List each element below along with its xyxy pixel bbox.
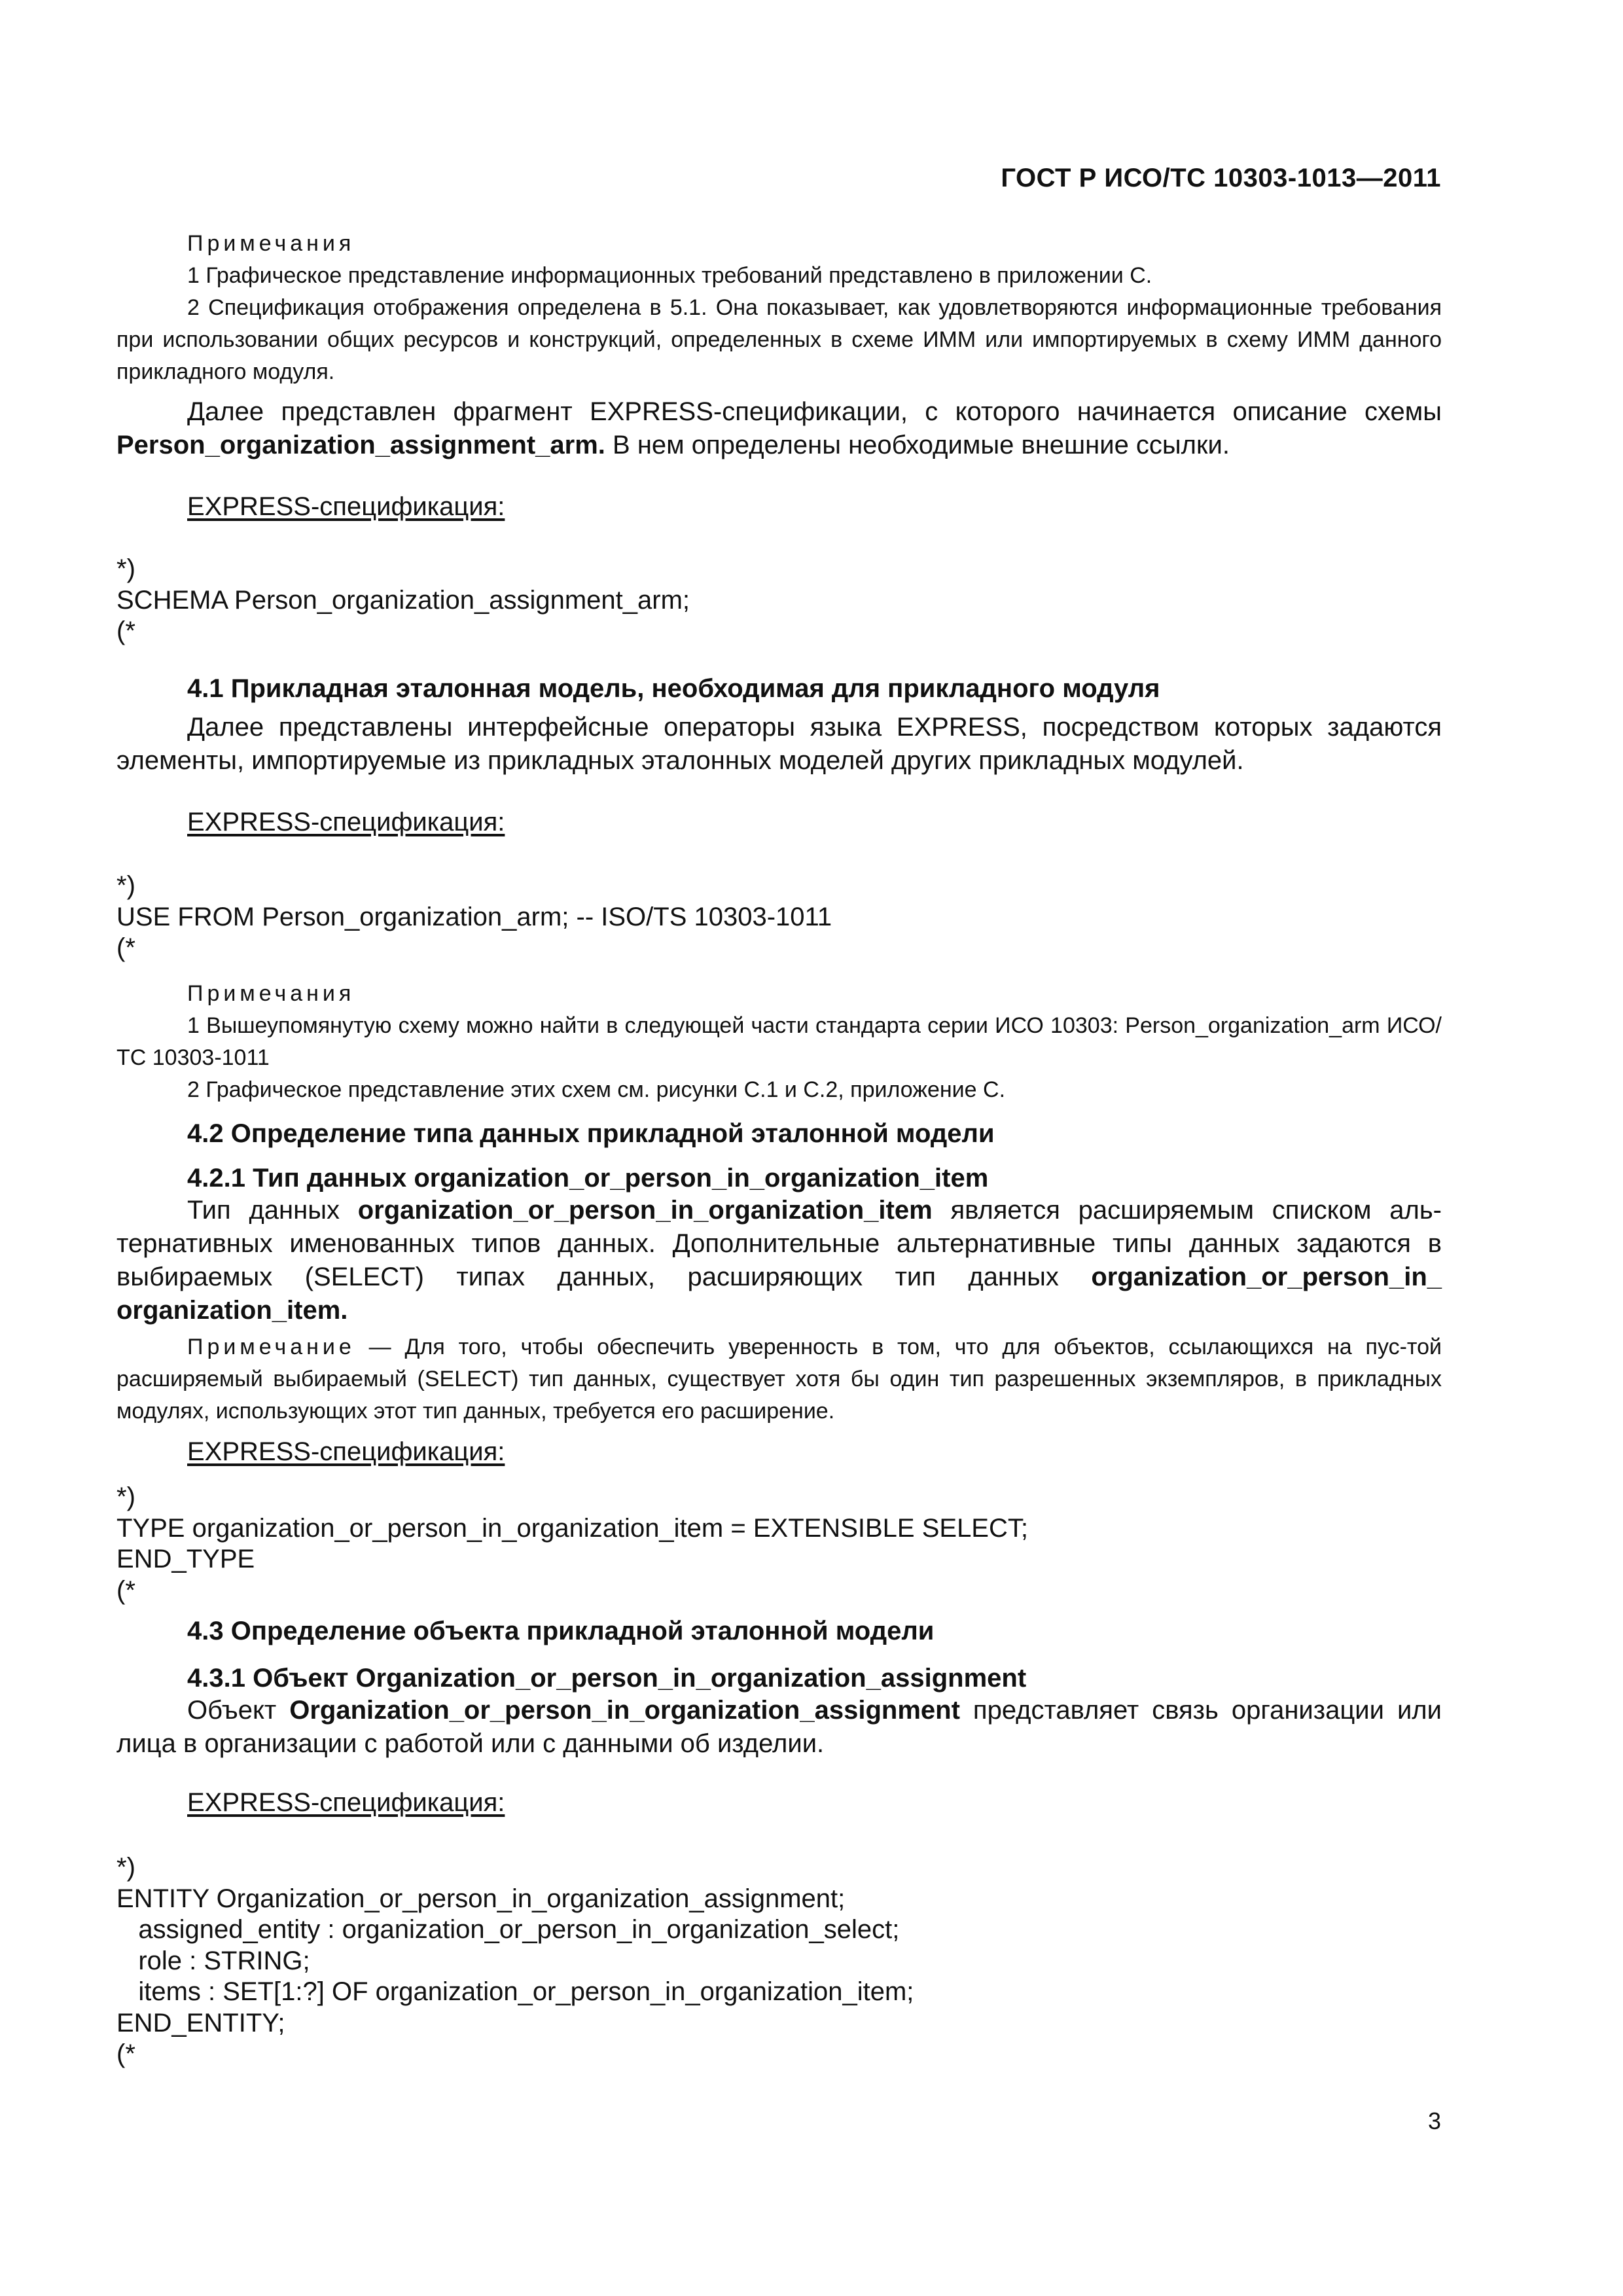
code-type: *) TYPE organization_or_person_in_organization_item = EXTENSIBLE SELECT; END_TYPE (* bbox=[116, 1482, 1028, 1605]
express-label-3: EXPRESS-спецификация: bbox=[187, 1437, 505, 1466]
p43-part-c: представляет связь организации или лица в организации с работой или с данными об изделии. bbox=[116, 1696, 1442, 1758]
notes-title: Примечания bbox=[187, 231, 355, 256]
express-label-1: EXPRESS-спецификация: bbox=[187, 492, 505, 521]
section-4-3-heading: 4.3 Определение объекта прикладной эталонной модели bbox=[187, 1617, 935, 1645]
standard-header: ГОСТ Р ИСО/ТС 10303-1013—2011 bbox=[1001, 164, 1441, 192]
note2-item-1: 1 Вышеупомянутую схему можно найти в следующей части стандарта серии ИСО 10303: Person_organization_arm ИСО/ТС 10303-1011 bbox=[116, 1013, 1442, 1070]
type-name: organization_or_person_in_organization_item bbox=[357, 1196, 933, 1225]
section-4-2-1-heading: 4.2.1 Тип данных organization_or_person_in_organization_item bbox=[187, 1164, 989, 1193]
p-part-a: Тип данных bbox=[187, 1196, 358, 1225]
schema-name: Person_organization_assignment_arm. bbox=[116, 431, 605, 459]
p43-part-a: Объект bbox=[187, 1696, 290, 1725]
intro-paragraph bbox=[116, 395, 1442, 462]
intro-tail: В нем определены необходимые внешние ссылки. bbox=[605, 431, 1230, 459]
express-label-4: EXPRESS-спецификация: bbox=[187, 1788, 505, 1817]
section-4-2-heading: 4.2 Определение типа данных прикладной эталонной модели bbox=[187, 1119, 995, 1148]
type-name-2: organization_or_person_in_ organization_item. bbox=[116, 1263, 1442, 1325]
code-entity: *) ENTITY Organization_or_person_in_organization_assignment; assigned_entity : organization_or_person_in_organization_select; role : STRING; items : SET[1:?] OF organization_or_person_in_organization_item; END_ENTITY; (* bbox=[116, 1853, 914, 2068]
section-4-3-1-text bbox=[116, 1694, 1442, 1761]
section-4-3-1-heading: 4.3.1 Объект Organization_or_person_in_organization_assignment bbox=[187, 1664, 1027, 1693]
notes-title-2: Примечания bbox=[187, 981, 355, 1006]
note-item-2: 2 Спецификация отображения определена в 5.1. Она показывает, как удовлетворяются информационные требования при использовании общих ресурсов и конструкций, определенных в схеме ИММ или импортируемых в схему ИММ данного прикладного модуля. bbox=[116, 295, 1442, 384]
section-4-2-1-text bbox=[116, 1194, 1442, 1327]
notes-block-1 bbox=[116, 228, 1442, 388]
note2-item-2: 2 Графическое представление этих схем см. рисунки С.1 и С.2, приложение С. bbox=[187, 1077, 1006, 1102]
page-number: 3 bbox=[1427, 2108, 1441, 2134]
note-item-1: 1 Графическое представление информационных требований представлено в приложении С. bbox=[187, 263, 1152, 288]
code-use: *) USE FROM Person_organization_arm; -- ISO/TS 10303-1011 (* bbox=[116, 871, 832, 962]
intro-text: Далее представлен фрагмент EXPRESS-спецификации, с которого начинается описание схемы bbox=[187, 397, 1442, 426]
notes-block-2 bbox=[116, 978, 1442, 1106]
section-4-2-note bbox=[116, 1331, 1442, 1427]
p-part-c: является расширяемым списком аль-тернативных именованных типов данных. Дополнительные альтернативные типы данных задаются в выбираемых (SELECT) типах данных, расширяющих тип данных bbox=[116, 1196, 1442, 1291]
note-label: Примечание bbox=[187, 1335, 355, 1359]
section-4-1-text: Далее представлены интерфейсные операторы языка EXPRESS, посредством которых задаются элементы, импортируемые из прикладных эталонных моделей других прикладных модулей. bbox=[116, 713, 1442, 775]
section-4-1-heading: 4.1 Прикладная эталонная модель, необходимая для прикладного модуля bbox=[187, 674, 1160, 703]
code-schema: *) SCHEMA Person_organization_assignment_arm; (* bbox=[116, 554, 690, 645]
note-text: — Для того, чтобы обеспечить уверенность в том, что для объектов, ссылающихся на пус-той расширяемый выбираемый (SELECT) тип данных, существует хотя бы один тип разрешенных экземпляров, в прикладных модулях, использующих этот тип данных, требуется его расширение. bbox=[116, 1335, 1442, 1424]
express-label-2: EXPRESS-спецификация: bbox=[187, 808, 505, 836]
entity-name: Organization_or_person_in_organization_assignment bbox=[289, 1696, 960, 1725]
